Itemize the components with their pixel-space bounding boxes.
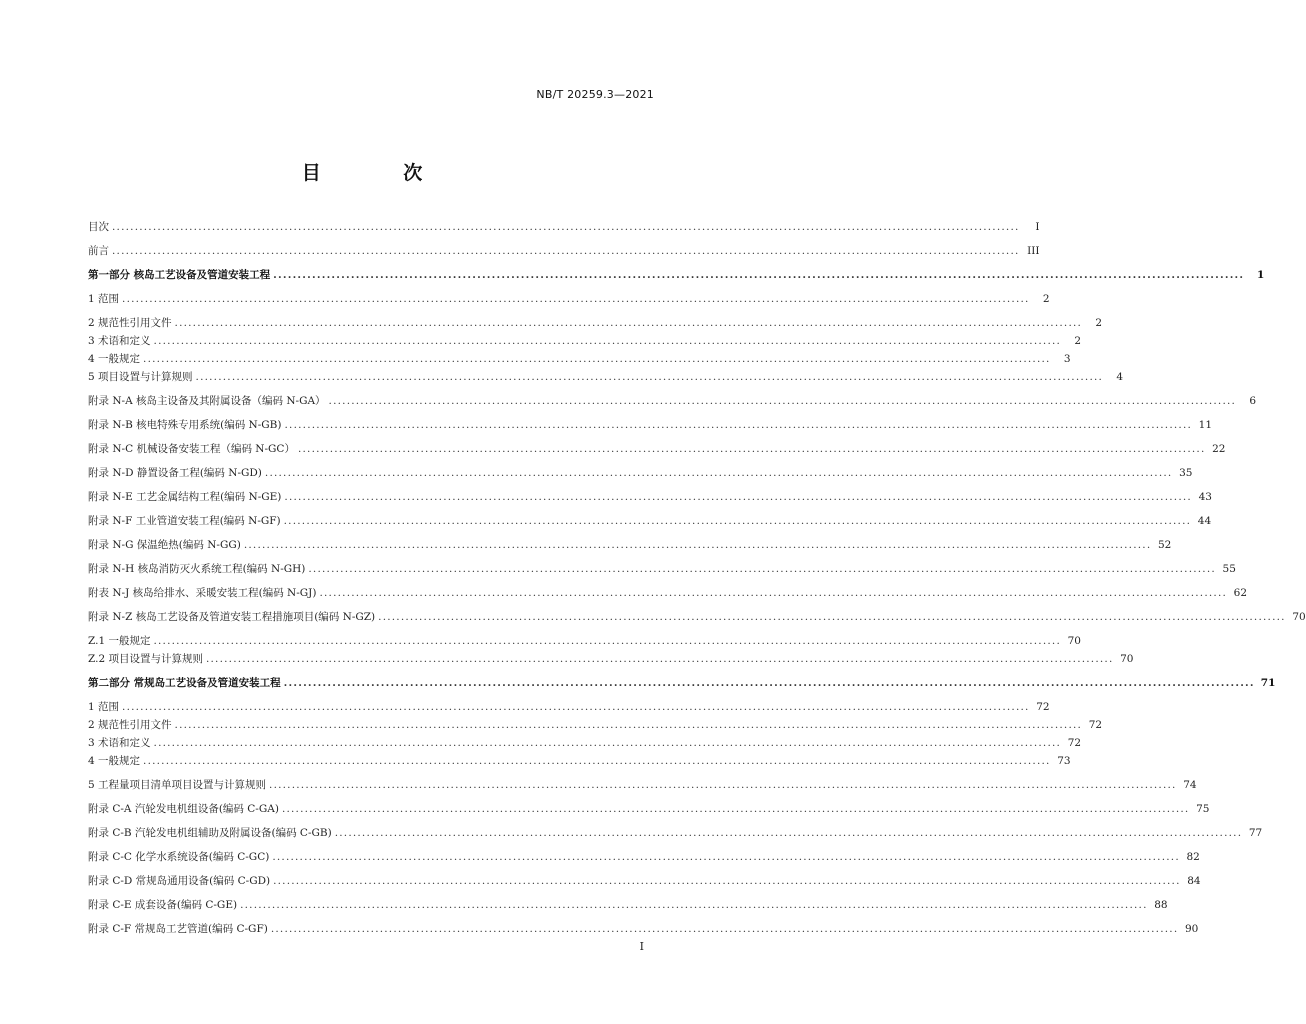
page-title: 目 次 (301, 162, 461, 184)
toc-dot-leader: ........................................................................................................................................................................................................ (297, 443, 1206, 455)
toc-entry-label: 附录 N-E 工艺金属结构工程(编码 N-GE) (88, 491, 282, 503)
toc-entry-page: 3 (1063, 353, 1071, 365)
toc-dot-leader: ........................................................................................................................................................................................................ (240, 899, 1148, 911)
toc-entry-label: 附录 C-E 成套设备(编码 C-GE) (88, 899, 238, 911)
toc-dot-leader: ........................................................................................................................................................................................................ (283, 515, 1192, 527)
toc-entry-page: 62 (1233, 587, 1248, 599)
toc-dot-leader: ........................................................................................................................................................................................................ (153, 737, 1062, 749)
toc-entry-page: 55 (1222, 563, 1236, 575)
toc-dot-leader: ........................................................................................................................................................................................................ (264, 467, 1173, 479)
toc-entry-label: 1 范围 (88, 293, 120, 305)
toc-dot-leader: ........................................................................................................................................................................................................ (205, 653, 1114, 665)
toc-entry-page: 72 (1088, 719, 1103, 731)
toc-entry-label: Z.1 一般规定 (88, 635, 151, 647)
toc-entry-label: 4 一般规定 (88, 755, 141, 767)
toc-entry-page: 70 (1120, 653, 1134, 665)
toc-entry-page: 88 (1154, 899, 1168, 911)
toc-entry-label: 附录 N-C 机械设备安装工程（编码 N-GC） (88, 443, 295, 455)
toc-entry-page: I (1035, 221, 1040, 233)
toc-entry[interactable] (88, 778, 1197, 792)
toc-dot-leader: ........................................................................................................................................................................................................ (308, 563, 1216, 575)
toc-dot-leader: ........................................................................................................................................................................................................ (122, 293, 1030, 305)
table-of-contents (88, 220, 1306, 936)
toc-entry[interactable] (88, 874, 1201, 888)
toc-entry-label: 附录 N-D 静置设备工程(编码 N-GD) (88, 467, 262, 479)
toc-entry-label: 1 范围 (88, 701, 120, 713)
toc-dot-leader: ........................................................................................................................................................................................................ (153, 635, 1061, 647)
toc-entry-label: 第二部分 常规岛工艺设备及管道安装工程 (88, 677, 281, 689)
toc-dot-leader: ........................................................................................................................................................................................................ (174, 317, 1083, 329)
toc-dot-leader: ........................................................................................................................................................................................................ (319, 587, 1228, 599)
toc-entry-label: 3 术语和定义 (88, 737, 151, 749)
toc-entry[interactable] (88, 754, 1071, 768)
toc-entry[interactable] (88, 538, 1172, 552)
toc-dot-leader: ........................................................................................................................................................................................................ (174, 719, 1083, 731)
toc-entry[interactable] (88, 802, 1210, 816)
toc-entry-label: 附录 N-B 核电特殊专用系统(编码 N-GB) (88, 419, 282, 431)
toc-entry[interactable] (88, 676, 1276, 690)
toc-entry-label: 附录 C-B 汽轮发电机组辅助及附属设备(编码 C-GB) (88, 827, 332, 839)
toc-dot-leader: ........................................................................................................................................................................................................ (273, 875, 1181, 887)
toc-dot-leader: ........................................................................................................................................................................................................ (153, 335, 1062, 347)
toc-entry-page: 75 (1196, 803, 1210, 815)
toc-entry-label: 附录 N-G 保温绝热(编码 N-GG) (88, 539, 241, 551)
toc-entry[interactable] (88, 220, 1040, 234)
toc-entry-page: 70 (1067, 635, 1081, 647)
toc-entry[interactable] (88, 394, 1257, 408)
toc-dot-leader: ........................................................................................................................................................................................................ (281, 803, 1190, 815)
toc-entry-page: 82 (1186, 851, 1200, 863)
toc-entry-label: 5 项目设置与计算规则 (88, 371, 193, 383)
toc-entry-page: 84 (1187, 875, 1201, 887)
toc-entry-page: 11 (1198, 419, 1213, 431)
toc-entry[interactable] (88, 922, 1199, 936)
toc-entry-label: 附录 C-C 化学水系统设备(编码 C-GC) (88, 851, 270, 863)
toc-entry[interactable] (88, 418, 1213, 432)
toc-entry[interactable] (88, 244, 1040, 258)
toc-entry-label: 附录 C-F 常规岛工艺管道(编码 C-GF) (88, 923, 268, 935)
toc-entry-label: 附录 C-D 常规岛通用设备(编码 C-GD) (88, 875, 271, 887)
toc-entry-label: 5 工程量项目清单项目设置与计算规则 (88, 779, 267, 791)
toc-entry[interactable] (88, 268, 1265, 282)
toc-entry[interactable] (88, 292, 1050, 306)
standard-number: NB/T 20259.3—2021 (536, 88, 654, 101)
toc-entry-page: III (1027, 245, 1040, 257)
toc-entry-page: 70 (1292, 611, 1306, 623)
toc-entry[interactable] (88, 850, 1200, 864)
toc-dot-leader: ........................................................................................................................................................................................................ (112, 221, 1020, 233)
toc-dot-leader: ........................................................................................................................................................................................................ (378, 611, 1286, 623)
toc-entry-page: 72 (1036, 701, 1050, 713)
toc-entry-page: 73 (1057, 755, 1071, 767)
toc-entry-label: 附录 N-A 核岛主设备及其附属设备（编码 N-GA） (88, 395, 326, 407)
toc-entry-label: 3 术语和定义 (88, 335, 151, 347)
toc-entry-label: 4 一般规定 (88, 353, 141, 365)
toc-entry-label: 目次 (88, 221, 109, 233)
toc-entry[interactable] (88, 586, 1248, 600)
toc-dot-leader: ........................................................................................................................................................................................................ (269, 779, 1177, 791)
toc-dot-leader: ........................................................................................................................................................................................................ (143, 755, 1051, 767)
toc-entry-label: 2 规范性引用文件 (88, 719, 172, 731)
toc-dot-leader: ........................................................................................................................................................................................................ (328, 395, 1237, 407)
toc-dot-leader: ........................................................................................................................................................................................................ (273, 269, 1245, 281)
toc-dot-leader: ........................................................................................................................................................................................................ (283, 677, 1255, 689)
toc-entry-label: 第一部分 核岛工艺设备及管道安装工程 (88, 269, 271, 281)
toc-entry-page: 77 (1248, 827, 1263, 839)
toc-entry[interactable] (88, 652, 1134, 666)
toc-entry-label: 前言 (88, 245, 109, 257)
toc-entry-label: 附录 C-A 汽轮发电机组设备(编码 C-GA) (88, 803, 279, 815)
toc-dot-leader: ........................................................................................................................................................................................................ (284, 491, 1192, 503)
toc-entry-page: 35 (1179, 467, 1193, 479)
toc-entry[interactable] (88, 634, 1081, 648)
toc-entry[interactable] (88, 334, 1082, 348)
toc-entry-label: 附录 N-F 工业管道安装工程(编码 N-GF) (88, 515, 281, 527)
toc-entry[interactable] (88, 352, 1071, 366)
toc-entry[interactable] (88, 442, 1226, 456)
toc-dot-leader: ........................................................................................................................................................................................................ (122, 701, 1030, 713)
toc-entry[interactable] (88, 610, 1306, 624)
toc-entry-label: 附表 N-J 核岛给排水、采暖安装工程(编码 N-GJ) (88, 587, 317, 599)
toc-entry-page: 74 (1183, 779, 1197, 791)
toc-entry-page: 4 (1116, 371, 1124, 383)
toc-dot-leader: ........................................................................................................................................................................................................ (243, 539, 1152, 551)
toc-dot-leader: ........................................................................................................................................................................................................ (143, 353, 1051, 365)
toc-entry[interactable] (88, 316, 1103, 330)
toc-entry-label: 附录 N-H 核岛消防灭火系统工程(编码 N-GH) (88, 563, 306, 575)
toc-dot-leader: ........................................................................................................................................................................................................ (284, 419, 1193, 431)
toc-entry[interactable] (88, 700, 1050, 714)
toc-entry-page: 52 (1158, 539, 1172, 551)
toc-entry[interactable] (88, 466, 1193, 480)
toc-entry-page: 22 (1212, 443, 1226, 455)
toc-dot-leader: ........................................................................................................................................................................................................ (112, 245, 1020, 257)
toc-entry-page: 2 (1074, 335, 1082, 347)
toc-entry-page: 71 (1260, 677, 1276, 689)
page-number: I (639, 940, 644, 953)
toc-entry[interactable] (88, 736, 1082, 750)
toc-entry-page: 72 (1067, 737, 1082, 749)
toc-entry[interactable] (88, 898, 1168, 912)
toc-dot-leader: ........................................................................................................................................................................................................ (270, 923, 1179, 935)
toc-entry-page: 2 (1095, 317, 1103, 329)
toc-entry-page: 2 (1042, 293, 1050, 305)
toc-entry-label: 附录 N-Z 核岛工艺设备及管道安装工程措施项目(编码 N-GZ) (88, 611, 376, 623)
toc-entry-page: 44 (1197, 515, 1212, 527)
toc-entry[interactable] (88, 718, 1103, 732)
toc-entry-page: 6 (1249, 395, 1257, 407)
toc-entry[interactable] (88, 562, 1236, 576)
toc-dot-leader: ........................................................................................................................................................................................................ (272, 851, 1180, 863)
toc-entry[interactable] (88, 826, 1263, 840)
toc-dot-leader: ........................................................................................................................................................................................................ (334, 827, 1243, 839)
toc-entry[interactable] (88, 514, 1212, 528)
toc-entry-page: 1 (1256, 269, 1265, 281)
toc-entry-page: 90 (1184, 923, 1199, 935)
toc-entry-label: Z.2 项目设置与计算规则 (88, 653, 203, 665)
toc-dot-leader: ........................................................................................................................................................................................................ (195, 371, 1104, 383)
toc-entry-label: 2 规范性引用文件 (88, 317, 172, 329)
toc-entry[interactable] (88, 370, 1124, 384)
toc-entry[interactable] (88, 490, 1212, 504)
toc-entry-page: 43 (1198, 491, 1212, 503)
